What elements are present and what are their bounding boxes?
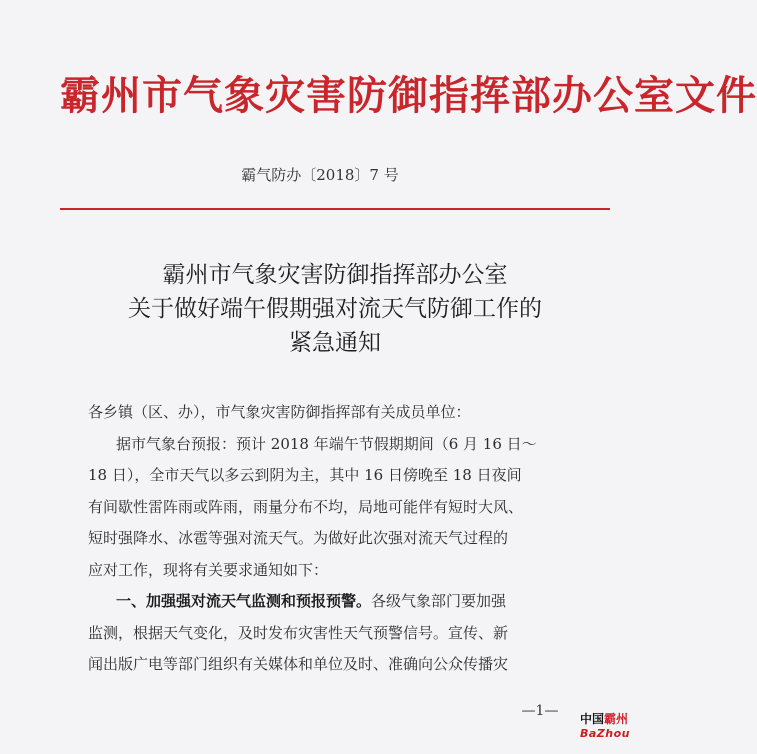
watermark-en: BaZhou bbox=[580, 727, 631, 740]
paragraph-line: 闻出版广电等部门组织有关媒体和单位及时、准确向公众传播灾 bbox=[88, 655, 509, 673]
notice-title bbox=[60, 258, 610, 360]
paragraph-line: 有间歇性雷阵雨或阵雨，雨量分布不均，局地可能伴有短时大风、 bbox=[88, 497, 524, 516]
section-1-heading: 一、加强强对流天气监测和预报预警。 bbox=[116, 592, 372, 610]
paragraph-line: 应对工作，现将有关要求通知如下： bbox=[88, 560, 329, 579]
page-number: —1— bbox=[521, 703, 559, 719]
salutation-line: 各乡镇（区、办），市气象灾害防御指挥部有关成员单位： bbox=[88, 403, 471, 421]
notice-title-line: 关于做好端午假期强对流天气防御工作的 bbox=[128, 296, 542, 322]
paragraph-line: 据市气象台预报：预计 2018 年端午节假期期间（6 月 16 日～ bbox=[116, 434, 537, 453]
document-header-title: 霸州市气象灾害防御指挥部办公室文件 bbox=[60, 73, 757, 119]
paragraph-line: 短时强降水、冰雹等强对流天气。为做好此次强对流天气过程的 bbox=[88, 529, 509, 547]
watermark-cn: 中国霸州 bbox=[580, 712, 629, 726]
notice-body bbox=[88, 397, 608, 681]
section-1-text: 各级气象部门要加强 bbox=[371, 592, 507, 610]
section-1-line bbox=[88, 586, 608, 618]
red-divider-line bbox=[60, 208, 610, 210]
paragraph-line: 18 日），全市天气以多云到阴为主，其中 16 日傍晚至 18 日夜间 bbox=[88, 466, 522, 484]
document-number: 霸气防办〔2018〕7 号 bbox=[241, 166, 399, 184]
site-watermark bbox=[580, 710, 638, 750]
paragraph-line: 监测，根据天气变化，及时发布灾害性天气预警信号。宣传、新 bbox=[88, 623, 509, 642]
notice-title-line: 紧急通知 bbox=[289, 330, 381, 356]
notice-title-line: 霸州市气象灾害防御指挥部办公室 bbox=[162, 262, 508, 288]
